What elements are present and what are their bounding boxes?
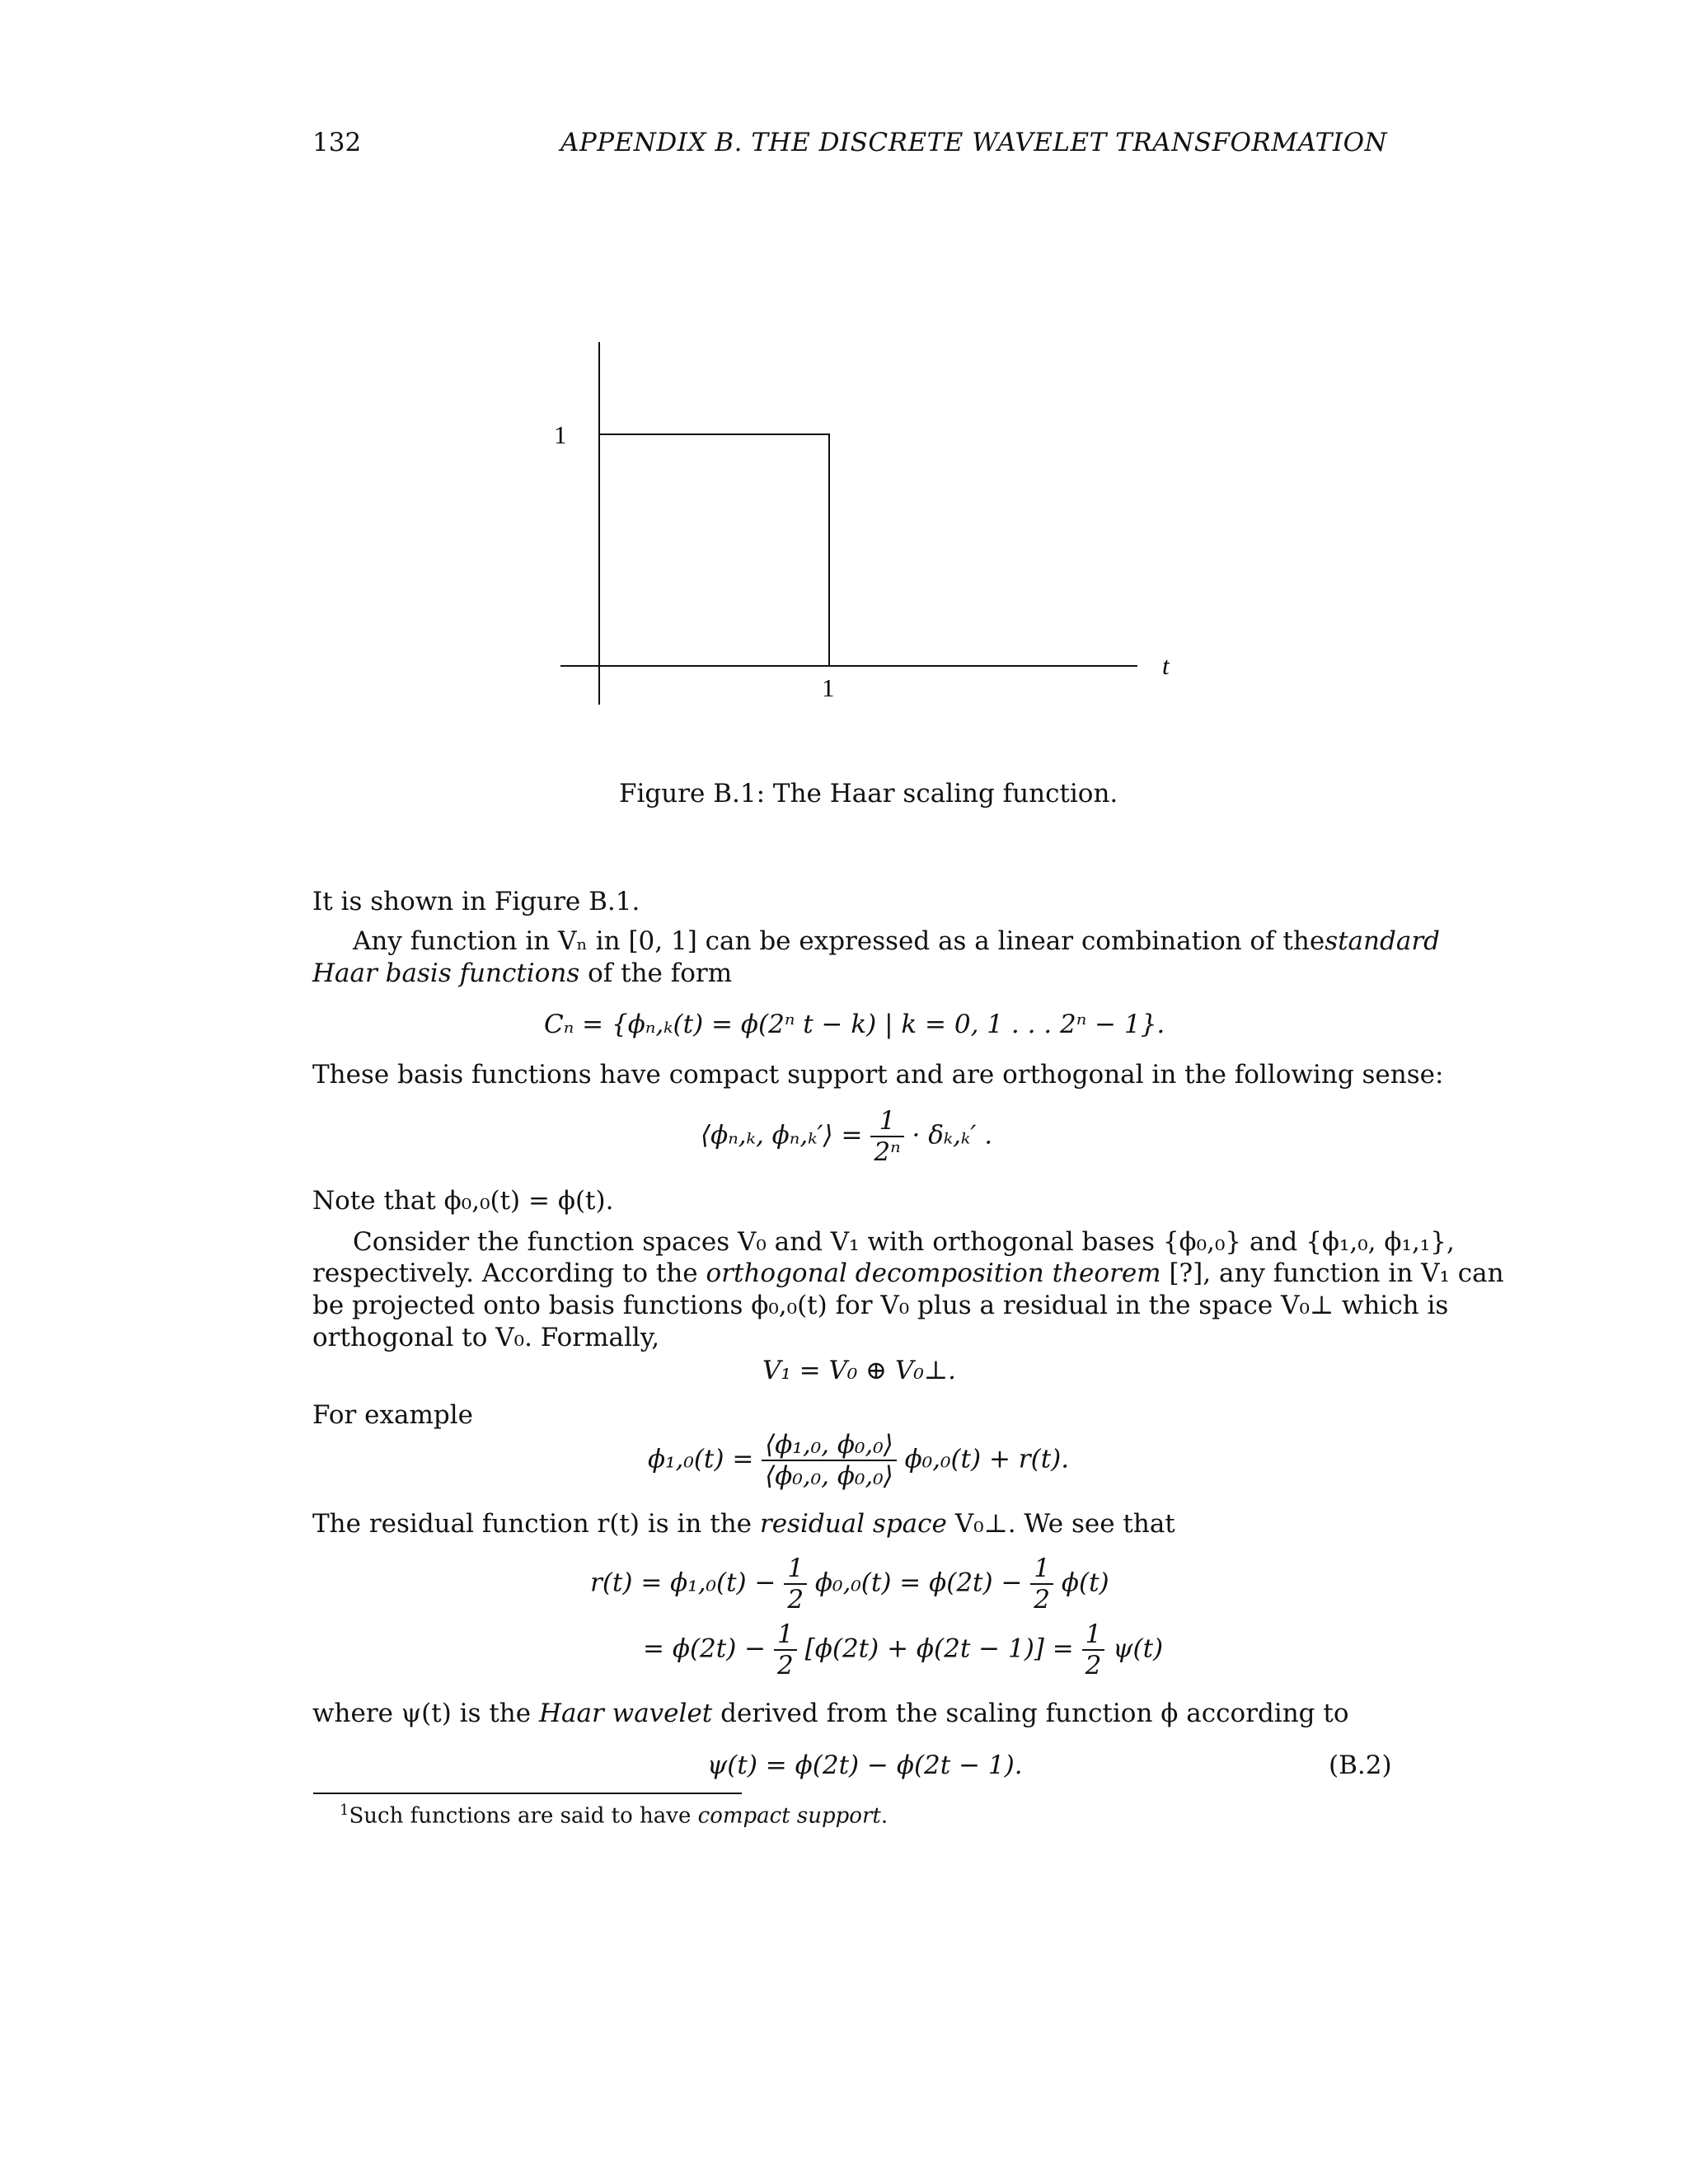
r2-half-2: $\frac{1}{2}$ [1082,1619,1105,1680]
x-tick-label: 1 [822,673,835,702]
p8-text-b: derived from the scaling function ϕ according to [720,1699,1349,1728]
footnote [340,1802,888,1829]
inner-num: 1 [870,1106,903,1137]
footnote-end: . [880,1803,889,1829]
paragraph-8 [312,1697,1349,1730]
page-number: 132 [312,128,362,157]
r2-a: = ϕ(2t) − [643,1633,767,1664]
equation-inner-product [701,1106,992,1167]
proj-right: ϕ₀,₀(t) + r(t). [904,1444,1070,1474]
p8-text-a: where ψ(t) is the [312,1699,532,1728]
paragraph-3: These basis functions have compact support and are orthogonal in the following sense: [312,1060,1444,1090]
haar-scaling-figure [536,330,1195,725]
paragraph-7 [312,1507,1175,1540]
paragraph-2-line-1 [353,925,1440,958]
paragraph-5-line-3: be projected onto basis functions ϕ₀,₀(t) for V₀ plus a residual in the space V₀⊥ which is [312,1291,1449,1320]
proj-left: ϕ₁,₀(t) = [648,1444,754,1474]
paragraph-5-line-1: Consider the function spaces V₀ and V₁ with orthogonal bases {ϕ₀,₀} and {ϕ₁,₀, ϕ₁,₁}, [353,1227,1455,1257]
figure-caption: Figure B.1: The Haar scaling function. [619,779,1118,808]
r1-b: ϕ₀,₀(t) = ϕ(2t) − [814,1568,1023,1598]
paragraph-2-line-2 [312,957,732,990]
p5-emphasis: orthogonal decomposition theorem [706,1258,1161,1288]
p5-text-b: [?], any function in V₁ can [1169,1258,1504,1288]
paragraph-5-line-4: orthogonal to V₀. Formally, [312,1323,660,1352]
r1-half-2: $\frac{1}{2}$ [1030,1554,1053,1615]
paragraph-6: For example [312,1400,473,1430]
p2-text: Any function in Vₙ in [0, 1] can be expressed as a linear combination of the [353,926,1325,956]
r1-half-1: $\frac{1}{2}$ [784,1554,807,1615]
equation-decomposition: V₁ = V₀ ⊕ V₀⊥. [762,1356,956,1385]
paragraph-5-line-2 [312,1257,1504,1290]
footnote-text: Such functions are said to have [349,1803,692,1829]
inner-right: · δₖ,ₖ′ . [912,1120,993,1151]
p7-text-b: V₀⊥. We see that [954,1509,1175,1539]
p7-emphasis: residual space [759,1509,947,1539]
p2-emphasis-2: Haar basis functions [312,958,580,988]
inner-fraction [870,1106,903,1167]
p5-text-a: respectively. According to the [312,1258,698,1288]
proj-num: ⟨ϕ₁,₀, ϕ₀,₀⟩ [762,1430,897,1461]
p7-text-a: The residual function r(t) is in the [312,1509,753,1539]
r2-b: [ϕ(2t) + ϕ(2t − 1)] = [804,1633,1074,1664]
equation-residual-1 [590,1554,1109,1615]
equation-projection [648,1430,1069,1491]
scaling-function-curve [599,434,829,666]
equation-cn: Cₙ = {ϕₙ,ₖ(t) = ϕ(2ⁿ t − k) | k = 0, 1 . . . 2ⁿ − 1}. [544,1010,1165,1039]
proj-den: ⟨ϕ₀,₀, ϕ₀,₀⟩ [765,1461,893,1491]
equation-residual-2 [643,1619,1163,1680]
y-tick-label: 1 [554,420,567,449]
equation-haar-wavelet: ψ(t) = ϕ(2t) − ϕ(2t − 1). [707,1750,1023,1780]
p8-emphasis: Haar wavelet [538,1699,713,1728]
r1-c: ϕ(t) [1061,1568,1109,1598]
inner-left: ⟨ϕₙ,ₖ, ϕₙ,ₖ′⟩ = [701,1120,863,1151]
running-title: APPENDIX B. THE DISCRETE WAVELET TRANSFORMATION [560,128,1388,157]
footnote-emphasis: compact support [697,1803,881,1829]
inner-den: 2ⁿ [874,1137,901,1167]
t-axis-label: t [1162,651,1170,680]
p2-text-2: of the form [588,958,733,988]
equation-label-b2: (B.2) [1329,1750,1392,1780]
r1-a: r(t) = ϕ₁,₀(t) − [590,1568,776,1598]
proj-fraction [762,1430,897,1491]
r2-half-1: $\frac{1}{2}$ [774,1619,797,1680]
r2-c: ψ(t) [1113,1633,1164,1664]
footnote-rule [313,1793,742,1794]
p2-emphasis: standard [1325,926,1440,956]
footnote-mark: 1 [340,1802,349,1819]
paragraph-intro: It is shown in Figure B.1. [312,887,640,916]
haar-plot [536,330,1195,725]
paragraph-4: Note that ϕ₀,₀(t) = ϕ(t). [312,1186,614,1216]
